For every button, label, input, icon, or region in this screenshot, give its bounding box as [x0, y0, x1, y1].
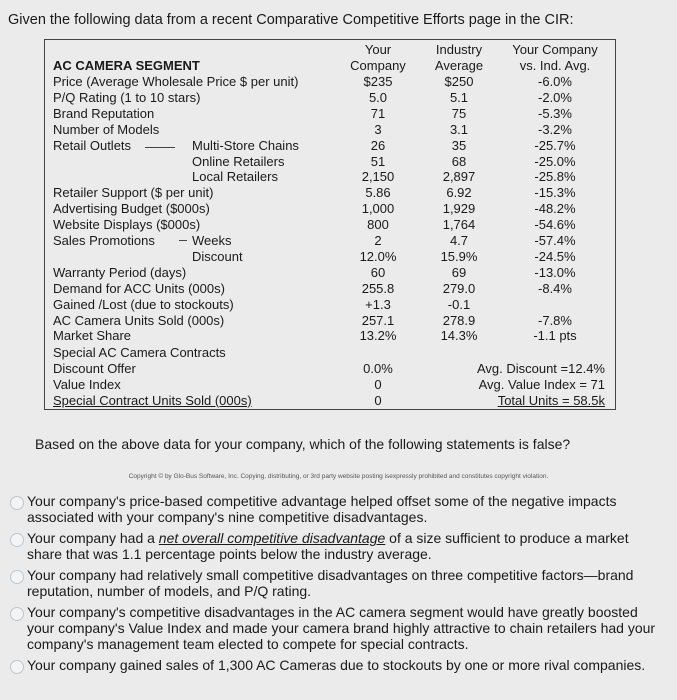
industry-average-value: 279.0 [442, 280, 476, 296]
answer-text: Your company had relatively small competitive disadvantages on three competitive factors—brand reputation, number of models, and P/Q rating. [27, 567, 634, 599]
your-company-value: 51 [370, 153, 386, 169]
industry-average-value: 15.9% [440, 248, 478, 264]
special-row-label: Value Index [53, 376, 121, 392]
industry-average-value: 6.92 [446, 185, 472, 201]
row-sublabel: Multi-Store Chains [192, 137, 299, 153]
vs-industry-value: -25.0% [534, 153, 576, 169]
row-label: Gained /Lost (due to stockouts) [53, 296, 234, 312]
row-label: Number of Models [53, 121, 160, 137]
answer-option[interactable] [10, 567, 665, 599]
special-note: Total Units = 58.5k [497, 392, 605, 408]
col-header-your-company-1: Your [364, 42, 392, 57]
answer-option-text [27, 567, 665, 599]
vs-industry-value: -25.8% [534, 169, 576, 185]
row-label: Brand Reputation [53, 105, 155, 121]
your-company-value: 5.0 [368, 89, 388, 105]
vs-industry-value: -6.0% [538, 74, 572, 89]
industry-average-value: 75 [451, 105, 467, 121]
answer-option-text [27, 493, 665, 525]
industry-average-value: 68 [451, 153, 467, 169]
vs-industry-value: -54.6% [534, 217, 576, 233]
question-text: Based on the above data for your company, which of the following statements is false? [35, 436, 571, 452]
vs-industry-value: -1.1 pts [533, 328, 577, 344]
answer-option-text [27, 657, 665, 673]
radio-button[interactable] [10, 570, 24, 584]
industry-average-value: 4.7 [449, 233, 469, 248]
your-company-value: 12.0% [359, 248, 397, 264]
vs-industry-value: -13.0% [534, 264, 576, 280]
row-label: Sales Promotions [53, 233, 155, 248]
answer-text-emphasis: net overall competitive disadvantage [158, 530, 386, 546]
your-company-value: 3 [374, 121, 382, 137]
vs-industry-value: -15.3% [534, 185, 576, 201]
your-company-value: +1.3 [365, 296, 391, 312]
cir-data-table [44, 39, 616, 410]
row-label: Price (Average Wholesale Price $ per unit) [53, 74, 299, 89]
row-label: Warranty Period (days) [53, 264, 187, 280]
radio-button[interactable] [10, 607, 24, 621]
your-company-value: 255.8 [361, 280, 395, 296]
your-company-value: 800 [367, 217, 389, 233]
industry-average-value: 1,764 [442, 217, 476, 233]
vs-industry-value: -5.3% [538, 105, 572, 121]
your-company-value: 71 [370, 105, 386, 121]
vs-industry-value: -48.2% [534, 201, 576, 217]
industry-average-value: 3.1 [449, 121, 469, 137]
answer-option[interactable] [10, 657, 665, 673]
industry-average-value: 2,897 [442, 169, 476, 185]
vs-industry-value: -3.2% [538, 121, 572, 137]
row-sublabel: Discount [192, 248, 243, 264]
row-label: Advertising Budget ($000s) [53, 201, 210, 217]
col-header-vs-1: Your Company [512, 42, 598, 57]
row-sublabel: Weeks [192, 233, 232, 248]
row-label: P/Q Rating (1 to 10 stars) [53, 89, 201, 105]
industry-average-value: 35 [451, 137, 467, 153]
industry-average-value: 5.1 [449, 89, 469, 105]
your-company-value: $235 [363, 74, 393, 89]
special-note: Avg. Value Index = 71 [478, 376, 605, 392]
special-your-value: 0 [374, 392, 382, 408]
your-company-value: 5.86 [365, 185, 391, 201]
row-label: AC Camera Units Sold (000s) [53, 312, 225, 328]
vs-industry-value: -25.7% [534, 137, 576, 153]
answer-option-text [27, 530, 665, 562]
vs-industry-value: -8.4% [538, 280, 572, 296]
answer-option[interactable] [10, 493, 665, 525]
segment-title: AC CAMERA SEGMENT [53, 58, 200, 73]
answer-option[interactable] [10, 530, 665, 562]
col-header-industry-1: Industry [435, 42, 483, 57]
answer-text-rest: of a size sufficient to produce a market share that was 1.1 percentage points below the industry average. [27, 530, 629, 562]
answer-text: Your company's price-based competitive advantage helped offset some of the negative impacts associated with your company's nine competitive disadvantages. [27, 493, 617, 525]
special-contracts-title: Special AC Camera Contracts [53, 345, 226, 360]
special-note: Avg. Discount =12.4% [476, 361, 605, 376]
your-company-value: 26 [370, 137, 386, 153]
copyright-notice: Copyright © by Glo-Bus Software, Inc. Copying, distributing, or 3rd party website posting isexpressly prohibited and constitutes copyright violation. [128, 473, 549, 480]
your-company-value: 2,150 [361, 169, 395, 185]
retail-outlets-connector [145, 147, 175, 148]
sales-promotions-connector [179, 240, 187, 241]
answer-text: Your company's competitive disadvantages in the AC camera segment would have greatly boosted your company's Value Index and made your camera brand highly attractive to chain retailers had your company's management team elected to compete for special contracts. [27, 604, 656, 652]
vs-industry-value: -57.4% [534, 233, 576, 248]
industry-average-value: $250 [444, 74, 474, 89]
industry-average-value: 14.3% [440, 328, 478, 344]
radio-button[interactable] [10, 660, 24, 674]
industry-average-value: 69 [451, 264, 467, 280]
your-company-value: 1,000 [361, 201, 395, 217]
your-company-value: 13.2% [359, 328, 397, 344]
special-your-value: 0.0% [363, 361, 393, 376]
col-header-vs-2: vs. Ind. Avg. [519, 58, 591, 73]
row-sublabel: Online Retailers [192, 153, 285, 169]
row-label: Market Share [53, 328, 132, 344]
special-your-value: 0 [374, 376, 382, 392]
vs-industry-value: -24.5% [534, 248, 576, 264]
industry-average-value: -0.1 [447, 296, 471, 312]
your-company-value: 2 [374, 233, 382, 248]
answer-option[interactable] [10, 604, 665, 652]
industry-average-value: 1,929 [442, 201, 476, 217]
your-company-value: 257.1 [361, 312, 395, 328]
row-label: Retailer Support ($ per unit) [53, 185, 214, 201]
answer-option-text [27, 604, 665, 652]
vs-industry-value: -2.0% [538, 89, 572, 105]
your-company-value: 60 [370, 264, 386, 280]
special-row-label: Special Contract Units Sold (000s) [53, 392, 252, 408]
col-header-industry-2: Average [434, 58, 484, 73]
row-sublabel: Local Retailers [192, 169, 278, 185]
answer-text: Your company had a [27, 530, 159, 546]
radio-button[interactable] [10, 533, 24, 547]
special-row-label: Discount Offer [53, 361, 136, 376]
row-label: Demand for ACC Units (000s) [53, 280, 225, 296]
industry-average-value: 278.9 [442, 312, 476, 328]
intro-text: Given the following data from a recent Comparative Competitive Efforts page in the CIR: [8, 12, 574, 28]
radio-button[interactable] [10, 496, 24, 510]
row-label: Retail Outlets [53, 137, 132, 153]
vs-industry-value: -7.8% [538, 312, 572, 328]
answer-text: Your company gained sales of 1,300 AC Cameras due to stockouts by one or more rival companies. [27, 657, 646, 673]
col-header-your-company-2: Company [350, 58, 406, 73]
row-label: Website Displays ($000s) [53, 217, 201, 233]
